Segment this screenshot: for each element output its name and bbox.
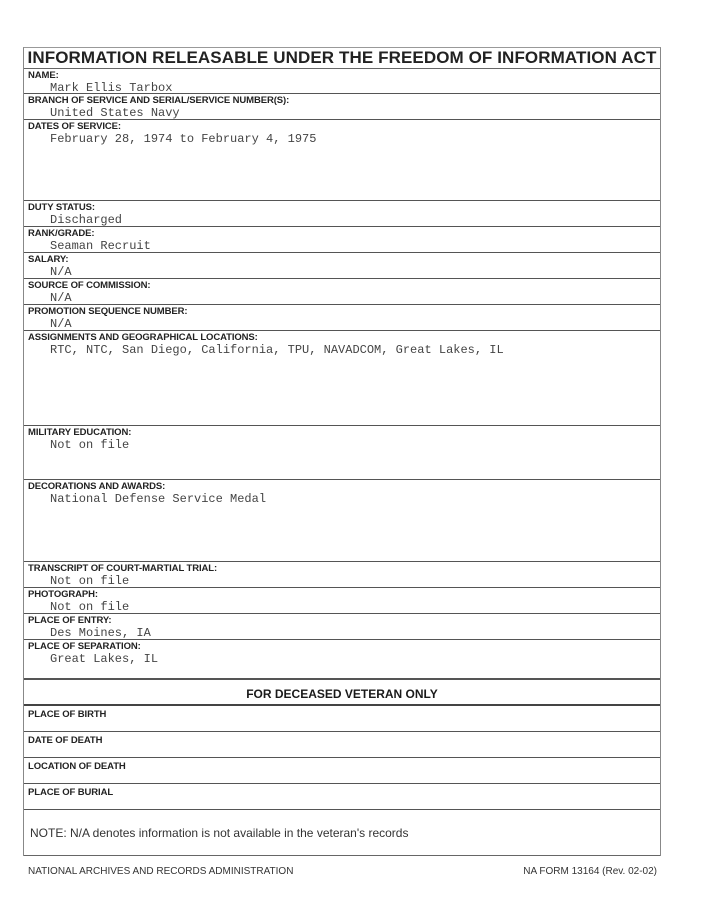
field-label: SALARY:	[28, 254, 69, 265]
field-label: DECORATIONS AND AWARDS:	[28, 481, 166, 492]
field-label: DATES OF SERVICE:	[28, 121, 121, 132]
field-label: SOURCE OF COMMISSION:	[28, 280, 151, 291]
field-salary	[24, 253, 660, 279]
field-value: Great Lakes, IL	[50, 652, 159, 666]
field-label: DATE OF DEATH	[28, 735, 103, 746]
field-label: MILITARY EDUCATION:	[28, 427, 132, 438]
footer-agency: NATIONAL ARCHIVES AND RECORDS ADMINISTRATION	[28, 866, 294, 877]
field-value: United States Navy	[50, 106, 180, 120]
deceased-section-heading: FOR DECEASED VETERAN ONLY	[24, 678, 660, 706]
field-label: TRANSCRIPT OF COURT-MARTIAL TRIAL:	[28, 563, 218, 574]
field-value: N/A	[50, 317, 72, 331]
field-place-of-burial	[24, 784, 660, 810]
field-label: LOCATION OF DEATH	[28, 761, 126, 772]
field-label: PROMOTION SEQUENCE NUMBER:	[28, 306, 188, 317]
field-label: NAME:	[28, 70, 59, 81]
field-location-of-death	[24, 758, 660, 784]
field-value: February 28, 1974 to February 4, 1975	[50, 132, 317, 146]
field-value: National Defense Service Medal	[50, 492, 267, 506]
field-value: Des Moines, IA	[50, 626, 151, 640]
field-value: Mark Ellis Tarbox	[50, 81, 173, 95]
field-place-of-entry	[24, 614, 660, 640]
field-label: PLACE OF ENTRY:	[28, 615, 112, 626]
field-value: Discharged	[50, 213, 123, 227]
field-label: PLACE OF BURIAL	[28, 787, 114, 798]
footer-form-number: NA FORM 13164 (Rev. 02-02)	[523, 866, 657, 877]
field-name	[24, 69, 660, 94]
field-source-of-commission	[24, 279, 660, 305]
field-label: PHOTOGRAPH:	[28, 589, 98, 600]
field-decorations	[24, 480, 660, 562]
note-text: NOTE: N/A denotes information is not available in the veteran's records	[30, 826, 409, 840]
field-value: N/A	[50, 265, 72, 279]
field-dates-of-service	[24, 120, 660, 201]
field-value: Seaman Recruit	[50, 239, 151, 253]
field-value: RTC, NTC, San Diego, California, TPU, NAVADCOM, Great Lakes, IL	[50, 343, 504, 357]
field-value: Not on file	[50, 600, 130, 614]
field-duty-status	[24, 201, 660, 227]
field-place-of-separation	[24, 640, 660, 678]
field-assignments	[24, 331, 660, 426]
field-label: BRANCH OF SERVICE AND SERIAL/SERVICE NUMBER(S):	[28, 95, 290, 106]
field-promotion-sequence	[24, 305, 660, 331]
field-branch	[24, 94, 660, 120]
field-label: PLACE OF BIRTH	[28, 709, 107, 720]
field-court-martial	[24, 562, 660, 588]
field-value: Not on file	[50, 574, 130, 588]
field-rank-grade	[24, 227, 660, 253]
field-label: RANK/GRADE:	[28, 228, 95, 239]
field-military-education	[24, 426, 660, 480]
note-box	[24, 810, 660, 856]
field-place-of-birth	[24, 706, 660, 732]
field-photograph	[24, 588, 660, 614]
field-value: N/A	[50, 291, 72, 305]
field-label: ASSIGNMENTS AND GEOGRAPHICAL LOCATIONS:	[28, 332, 258, 343]
field-date-of-death	[24, 732, 660, 758]
field-value: Not on file	[50, 438, 130, 452]
form-title: INFORMATION RELEASABLE UNDER THE FREEDOM OF INFORMATION ACT	[24, 48, 660, 69]
foia-form	[23, 47, 661, 856]
field-label: PLACE OF SEPARATION:	[28, 641, 141, 652]
field-label: DUTY STATUS:	[28, 202, 95, 213]
